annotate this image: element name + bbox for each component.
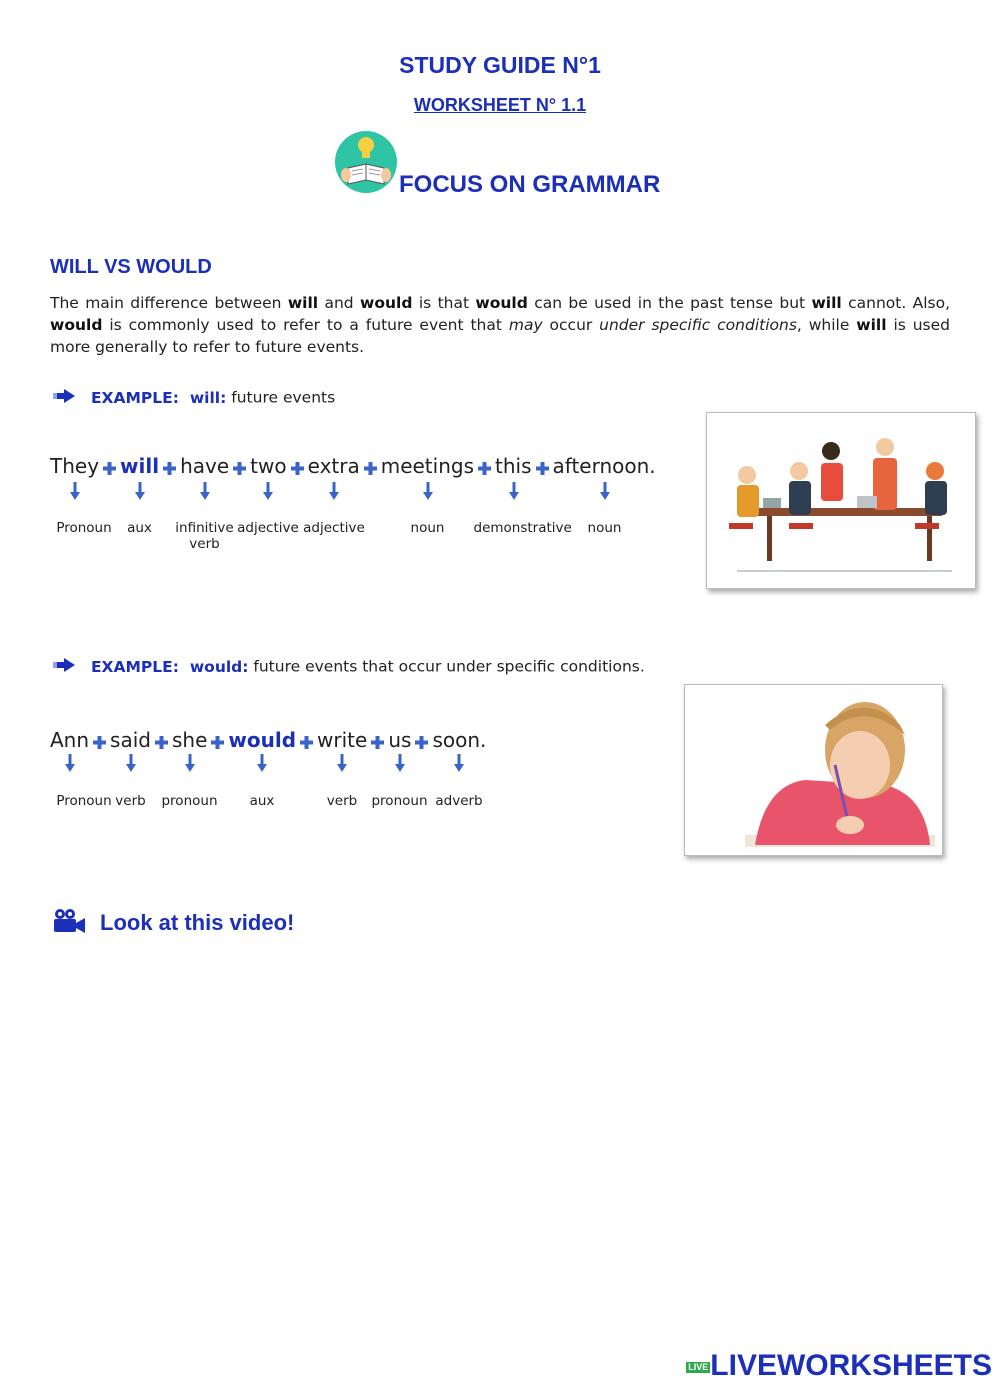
arrow-down-icon: [126, 754, 136, 776]
example-label: EXAMPLE:: [90, 657, 179, 676]
sentence-word: will: [120, 454, 160, 478]
plus-icon: [536, 456, 549, 480]
sentence-word: They: [50, 454, 100, 478]
sentence-word: have: [180, 454, 230, 478]
sentence-word: would: [228, 728, 297, 752]
italic-term: under specific conditions: [599, 316, 797, 334]
part-of-speech-label: adverb: [435, 793, 483, 809]
sentence-word: us: [388, 728, 412, 752]
example-description: future events that occur under specific conditions.: [253, 657, 645, 676]
paragraph-text: occur: [542, 316, 600, 334]
italic-term: may: [508, 316, 543, 334]
paragraph-text: The main difference between: [50, 294, 288, 312]
bold-term: will: [856, 316, 887, 334]
sentence-word: this: [495, 454, 532, 478]
part-of-speech-label: noun: [410, 520, 445, 536]
sentence-word: write: [317, 728, 368, 752]
meeting-illustration: [706, 412, 976, 589]
part-of-speech-label: infinitive verb: [175, 520, 234, 552]
arrow-down-icon: [263, 482, 273, 504]
part-of-speech-label: noun: [587, 520, 622, 536]
arrow-down-icon: [70, 482, 80, 504]
plus-icon: [415, 730, 428, 754]
arrow-right-icon: [52, 657, 76, 677]
bold-term: would: [50, 316, 103, 334]
arrow-down-icon: [65, 754, 75, 776]
child-writing-photo: [684, 684, 943, 856]
video-prompt[interactable]: [52, 908, 294, 940]
plus-icon: [371, 730, 384, 754]
plus-icon: [155, 730, 168, 754]
plus-icon: [233, 456, 246, 480]
arrow-down-icon: [454, 754, 464, 776]
paragraph-text: is commonly used to refer to a future event that: [102, 316, 509, 334]
plus-icon: [163, 456, 176, 480]
paragraph-text: cannot. Also,: [841, 294, 951, 312]
brand-name: LIVEWORKSHEETS: [710, 1349, 992, 1382]
part-of-speech-label: Pronoun: [56, 520, 112, 536]
brand-badge: LIVE: [688, 1361, 709, 1372]
part-of-speech-label: Pronoun: [56, 793, 112, 809]
arrow-down-icon: [423, 482, 433, 504]
example-will-line: [52, 388, 335, 408]
arrow-down-icon: [337, 754, 347, 776]
example-sentence-would: [50, 728, 486, 754]
video-label: Look at this video!: [100, 909, 295, 935]
part-of-speech-label: adjective: [303, 520, 365, 536]
paragraph-text: can be used in the past tense but: [527, 294, 812, 312]
part-of-speech-label: adjective: [237, 520, 299, 536]
example-sentence-will: [50, 454, 656, 480]
sentence-word: meetings: [380, 454, 474, 478]
plus-icon: [300, 730, 313, 754]
arrow-down-icon: [200, 482, 210, 504]
page-title: STUDY GUIDE N°1: [399, 52, 601, 78]
plus-icon: [93, 730, 106, 754]
arrow-down-icon: [329, 482, 339, 504]
sentence-word: two: [250, 454, 287, 478]
paragraph-text: is used more generally to refer to future events.: [50, 316, 950, 356]
plus-icon: [211, 730, 224, 754]
reading-icon: [334, 130, 398, 194]
sentence-word: she: [171, 728, 208, 752]
paragraph-text: and: [318, 294, 361, 312]
paragraph-text: , while: [796, 316, 857, 334]
video-camera-icon: [52, 908, 86, 940]
arrow-down-icon: [395, 754, 405, 776]
part-of-speech-label: aux: [249, 793, 275, 809]
arrow-down-icon: [135, 482, 145, 504]
sentence-word: soon.: [432, 728, 487, 752]
bold-term: would: [475, 294, 528, 312]
focus-heading: FOCUS ON GRAMMAR: [399, 171, 661, 198]
sentence-word: extra: [307, 454, 360, 478]
arrow-down-icon: [185, 754, 195, 776]
arrow-down-icon: [509, 482, 519, 504]
plus-icon: [291, 456, 304, 480]
example-keyword: would:: [189, 657, 249, 676]
part-of-speech-label: pronoun: [371, 793, 428, 809]
paragraph-text: is that: [412, 294, 476, 312]
sentence-word: afternoon.: [552, 454, 656, 478]
section-heading: WILL VS WOULD: [50, 256, 212, 278]
arrow-down-icon: [600, 482, 610, 504]
bold-term: will: [287, 294, 319, 312]
liveworksheets-logo: [686, 1349, 992, 1383]
example-keyword: will:: [189, 388, 227, 407]
part-of-speech-label: verb: [326, 793, 358, 809]
plus-icon: [364, 456, 377, 480]
sentence-word: said: [110, 728, 151, 752]
part-of-speech-label: aux: [127, 520, 152, 536]
part-of-speech-label: verb: [115, 793, 146, 809]
plus-icon: [478, 456, 491, 480]
example-description: future events: [231, 388, 336, 407]
bold-term: will: [811, 294, 842, 312]
part-of-speech-label: demonstrative: [473, 520, 572, 536]
arrow-right-icon: [52, 388, 76, 408]
arrow-down-icon: [257, 754, 267, 776]
part-of-speech-label: pronoun: [161, 793, 218, 809]
example-would-line: [52, 657, 645, 677]
worksheet-subtitle: WORKSHEET N° 1.1: [413, 95, 587, 115]
plus-icon: [103, 456, 116, 480]
example-label: EXAMPLE:: [90, 388, 179, 407]
bold-term: would: [360, 294, 413, 312]
explanation-paragraph: [50, 292, 950, 358]
sentence-word: Ann: [50, 728, 90, 752]
